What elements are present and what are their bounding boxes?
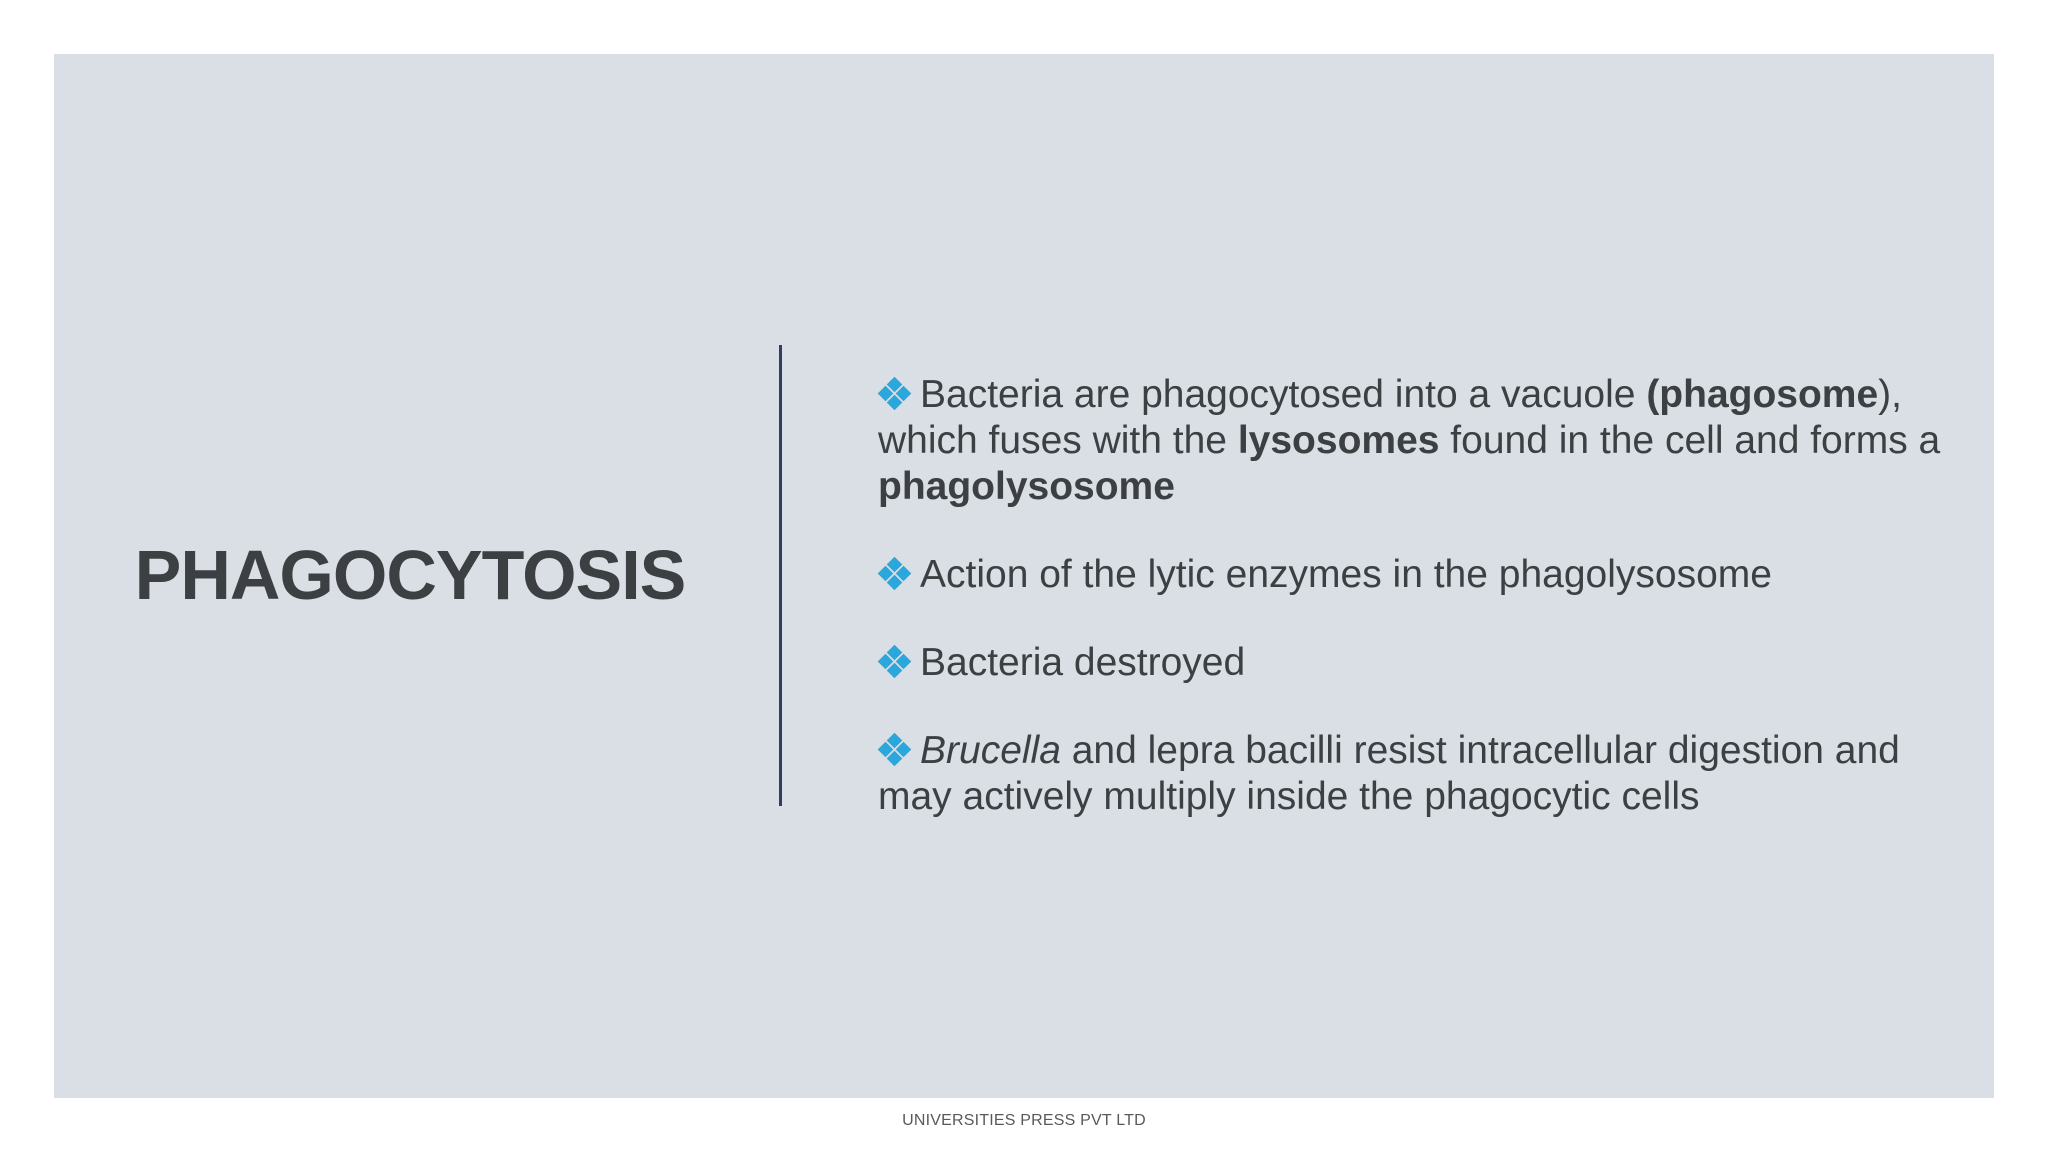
vertical-divider (779, 345, 782, 806)
bullet-text: found in the cell and forms a (1439, 419, 1941, 462)
footer-publisher: UNIVERSITIES PRESS PVT LTD (902, 1112, 1146, 1129)
diamond-cluster-icon (878, 733, 912, 767)
bullet-text: and lepra bacilli resist intracellular digestion and may actively multiply inside the phagocytic cells (878, 729, 1900, 818)
bullet-item-brucella (866, 728, 1976, 820)
bullet-item-lytic-enzymes (866, 552, 1976, 598)
diamond-cluster-icon (878, 645, 912, 679)
diamond-cluster-icon (878, 557, 912, 591)
diamond-cluster-icon (878, 377, 912, 411)
bullet-text: ), which fuses with the (878, 373, 1902, 462)
bullet-list (866, 372, 1976, 862)
bullet-text: Action of the lytic enzymes in the phagolysosome (920, 553, 1772, 596)
bullet-text: Bacteria are phagocytosed into a vacuole (920, 373, 1647, 416)
bullet-text: Bacteria destroyed (920, 641, 1246, 684)
slide-title: PHAGOCYTOSIS (134, 536, 686, 614)
bullet-bold-text: (phagosome (1646, 373, 1879, 416)
bullet-item-phagosome (866, 372, 1976, 510)
bullet-bold-text: lysosomes (1237, 419, 1440, 462)
bullet-bold-text: phagolysosome (878, 465, 1175, 508)
bullet-item-bacteria-destroyed (866, 640, 1976, 686)
bullet-italic-text: Brucella (920, 729, 1061, 772)
